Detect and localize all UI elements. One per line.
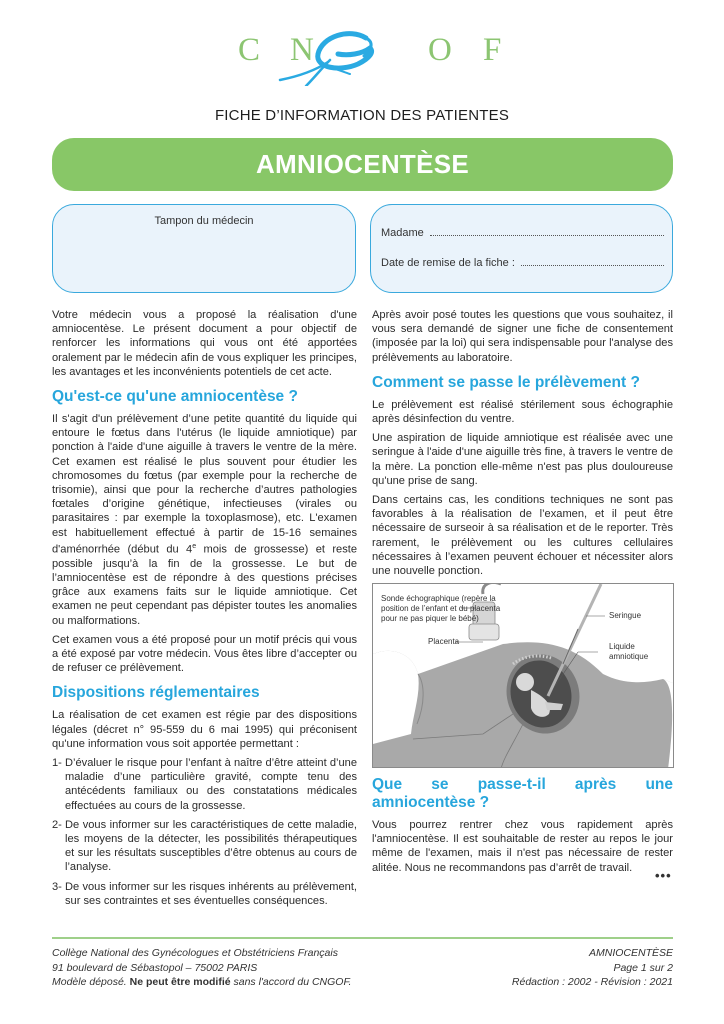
what-is-paragraph-1: Il s'agit d'un prélèvement d’une petite quantité du liquide qui entoure le fœtus dans l'utérus (le liquide amniotique) par ponction à l'aide d'une aiguille à travers le ventre de la mère. Cet examen est réalisé le plus souvent pour étudier les chromosomes du fœtus (par exemple pour la recherche de trisomie), ainsi que pour la recherche d’autres pathologies fœtales d’origine génétique, infectieuses (virales ou parasitaires : par exemple la toxoplasmose), etc. L'examen est habituellement effectué à partir de 15-16 semaines d'aménorrhée (début du 4e mois de grossesse) et reste possible jusqu’à la fin de la grossesse. Le but de l’amniocentèse est de répondre à des questions précises grâce aux examens faits sur le liquide amniotique. Cet examen ne peut cependant pas dépister toutes les anomalies ou malformations.	[52, 413, 357, 627]
procedure-paragraph-3: Dans certains cas, les conditions techniques ne sont pas favorables à la réalisation de l’examen, et il peut être nécessaire de surseoir à sa réalisation et de le reporter. Très rarement, le prélèvement ou les cultures cellulaires nécessaires à l’examen peuvent échouer et nécessiter alors une nouvelle ponction.	[372, 494, 673, 578]
date-field[interactable]	[381, 257, 664, 269]
footer-org-name: Collège National des Gynécologues et Obstétriciens Français	[52, 947, 338, 959]
probe-label: Sonde échographique (repère la position de l’enfant et du placenta pour ne pas piquer le bébé)	[381, 594, 501, 623]
list-item: 1- D’évaluer le risque pour l’enfant à naître d’être atteint d’une maladie d’une particulière gravité, compte tenu des antécédents familiaux ou des constatations médicales effectuées au cours de la grossesse.	[52, 756, 357, 812]
logo-letter-n: N	[290, 32, 314, 68]
madame-field[interactable]	[381, 227, 664, 239]
heading-what-is: Qu'est-ce qu'une amniocentèse ?	[52, 388, 298, 406]
list-item: 3- De vous informer sur les risques inhérents au prélèvement, sur ses contraintes et ses éventuelles conséquences.	[52, 880, 357, 907]
placenta-label: Placenta	[428, 637, 460, 646]
date-dotted-line[interactable]	[521, 257, 664, 266]
aftercare-section	[372, 776, 673, 880]
what-is-paragraph-2: Cet examen vous a été proposé pour un motif précis qui vous a été exposé par votre médecin. Vous êtes libre d’accepter ou de refuser ce prélèvement.	[52, 633, 357, 675]
list-item: 2- De vous informer sur les caractéristiques de cette maladie, les moyens de la détecter, les possibilités thérapeutiques et sur les résultats susceptibles d’être obtenus au cours de l’analyse.	[52, 818, 357, 874]
fluid-label: Liquide amniotique	[609, 642, 649, 661]
right-column	[372, 308, 673, 583]
regulations-list	[52, 756, 357, 908]
heading-regulations: Dispositions réglementaires	[52, 684, 260, 702]
continued-indicator: •••	[655, 868, 672, 883]
intro-paragraph: Votre médecin vous a proposé la réalisation d'une amniocentèse. Le présent document a pour objectif de renforcer les informations qui vous ont été apportées oralement par le médecin afin de vous expliquer les principes, les avantages et les inconvénients potentiels de cet acte.	[52, 309, 357, 378]
procedure-paragraph-1: Le prélèvement est réalisé stérilement sous échographie après désinfection du ventre.	[372, 398, 673, 426]
date-label: Date de remise de la fiche :	[381, 257, 515, 269]
footer-notice: Modèle déposé. Ne peut être modifié sans l'accord du CNGOF.	[52, 976, 352, 988]
footer-page-number: Page 1 sur 2	[613, 961, 673, 974]
madame-label: Madame	[381, 227, 424, 239]
procedure-paragraph-2: Une aspiration de liquide amniotique est réalisée avec une seringue à l'aide d'une aiguille très fine, à travers le ventre de la mère. La ponction elle-même n'est pas plus douloureuse qu'une prise de sang.	[372, 432, 673, 487]
footer-divider	[52, 937, 673, 939]
document-subtitle: FICHE D’INFORMATION DES PATIENTES	[214, 107, 510, 124]
footer-document-info	[512, 946, 673, 990]
doctor-stamp-box[interactable]	[52, 204, 356, 293]
footer-address: 91 boulevard de Sébastopol – 75002 PARIS	[52, 961, 258, 974]
stamp-label: Tampon du médecin	[154, 215, 254, 227]
madame-dotted-line[interactable]	[430, 227, 664, 236]
patient-info-box	[370, 204, 673, 293]
heading-procedure: Comment se passe le prélèvement ?	[372, 373, 640, 391]
footer-organization	[52, 946, 351, 990]
footer-dates: Rédaction : 2002 - Révision : 2021	[511, 976, 673, 988]
heading-aftercare: Que se passe-t-il après une amniocentèse ?	[372, 776, 673, 811]
footer-doc-title: AMNIOCENTÈSE	[588, 947, 673, 959]
logo-letter-f: F	[483, 32, 502, 68]
swirl-g-icon	[270, 28, 410, 86]
title-banner	[52, 138, 673, 191]
left-column	[52, 308, 357, 913]
page-title: AMNIOCENTÈSE	[255, 149, 470, 179]
regulations-paragraph: La réalisation de cet examen est régie par des dispositions légales (décret n° 95-559 du 6 mai 1995) qui préconisent qu'une information vous soit apportée permettant :	[52, 709, 357, 750]
logo-letter-o: O	[428, 32, 452, 68]
amniocentesis-illustration	[372, 583, 674, 768]
aftercare-paragraph: Vous pourrez rentrer chez vous rapidement après l'amniocentèse. Il est souhaitable de rester au repos le jour même de l'examen, mais il n'est pas nécessaire de rester alitée. Nous ne recommandons pas d’arrêt de travail.	[372, 819, 673, 874]
consent-paragraph: Après avoir posé toutes les questions que vous souhaitez, il vous sera demandé de signer une fiche de consentement (imposée par la loi) qui sera indispensable pour l'analyse des prélèvements au laboratoire.	[372, 309, 673, 364]
logo-letter-c: C	[238, 32, 261, 68]
syringe-label: Seringue	[609, 611, 642, 620]
